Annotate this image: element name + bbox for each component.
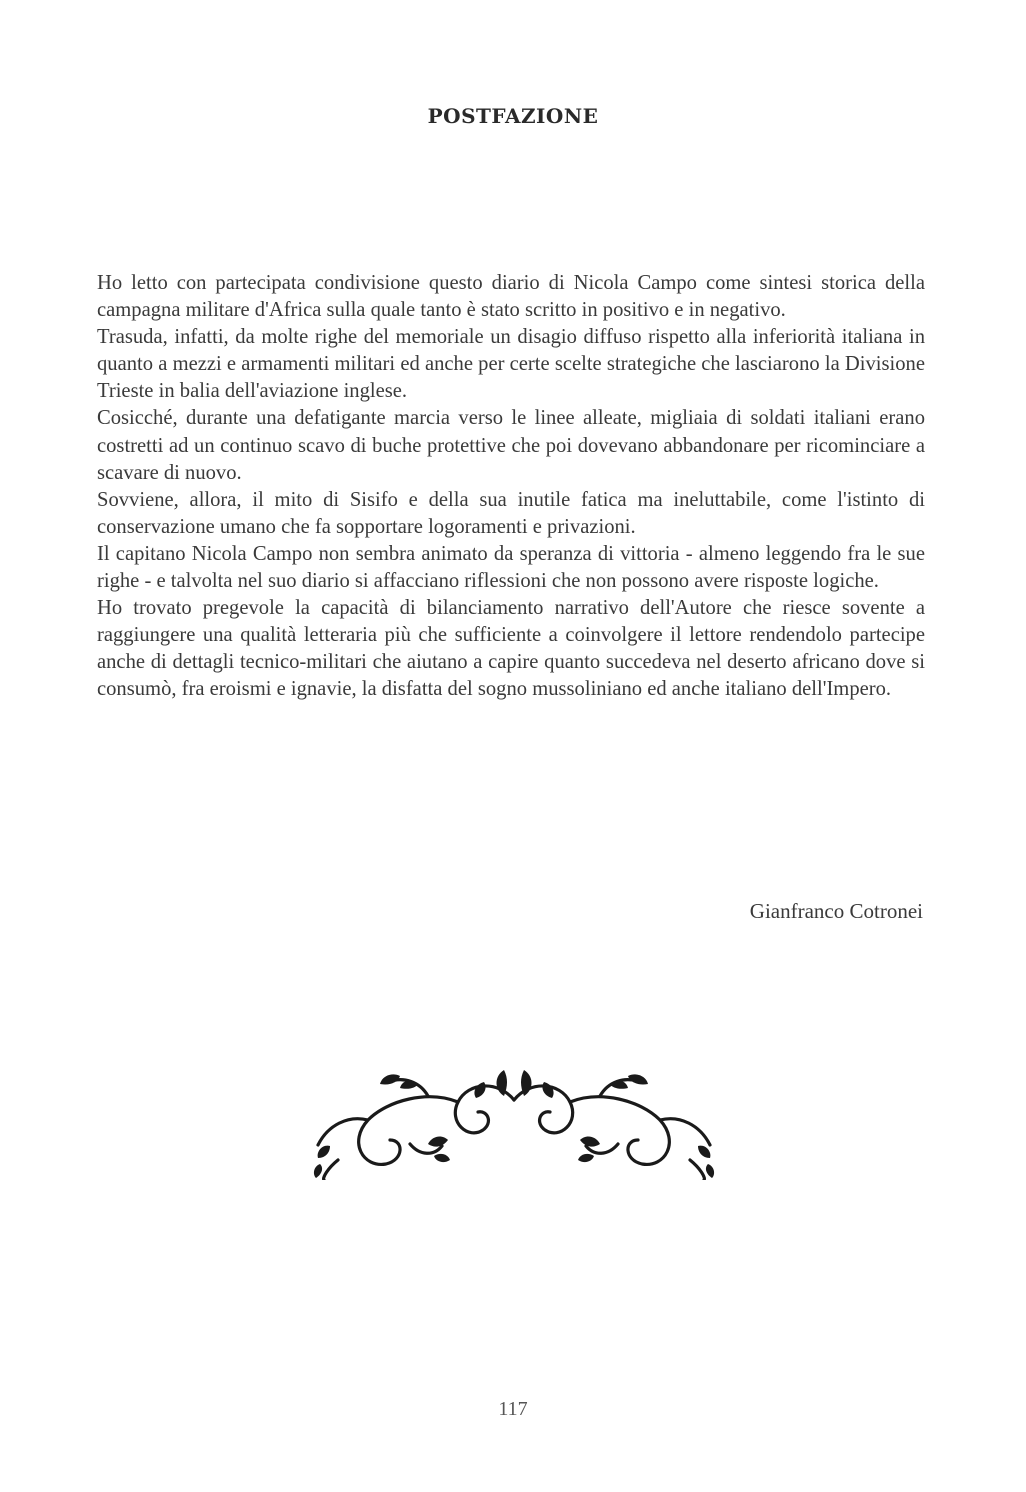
author-signature: Gianfranco Cotronei	[749, 899, 923, 923]
paragraph: Ho letto con partecipata condivisione questo diario di Nicola Campo come sintesi storica della campagna militare d'Africa sulla quale tanto è stato scritto in positivo e in negativo.	[97, 272, 925, 322]
page-number: 117	[498, 1398, 528, 1420]
floral-scroll-ornament-icon	[308, 1060, 720, 1180]
paragraph: Cosicché, durante una defatigante marcia verso le linee alleate, migliaia di soldati italiani erano costretti ad un continuo scavo di buche protettive che poi dovevano abbandonare per ricominciare a scavare di nuovo.	[97, 407, 925, 484]
postface-body	[97, 270, 925, 704]
page-title: POSTFAZIONE	[427, 104, 599, 128]
paragraph: Sovviene, allora, il mito di Sisifo e della sua inutile fatica ma ineluttabile, come l'istinto di conservazione umano che fa sopportare logoramenti e privazioni.	[97, 488, 925, 538]
paragraph: Trasuda, infatti, da molte righe del memoriale un disagio diffuso rispetto alla inferiorità italiana in quanto a mezzi e armamenti militari ed anche per certe scelte strategiche che lasciarono la Divisione Trieste in balia dell'aviazione inglese.	[97, 326, 925, 403]
paragraph: Ho trovato pregevole la capacità di bilanciamento narrativo dell'Autore che riesce sovente a raggiungere una qualità letteraria più che sufficiente a coinvolgere il lettore rendendolo partecipe anche di dettagli tecnico-militari che aiutano a capire quanto succedeva nel deserto africano dove si consumò, fra eroismi e ignavie, la disfatta del sogno mussoliniano ed anche italiano dell'Impero.	[97, 597, 925, 701]
paragraph: Il capitano Nicola Campo non sembra animato da speranza di vittoria - almeno leggendo fra le sue righe - e talvolta nel suo diario si affacciano riflessioni che non possono avere risposte logiche.	[97, 542, 925, 593]
